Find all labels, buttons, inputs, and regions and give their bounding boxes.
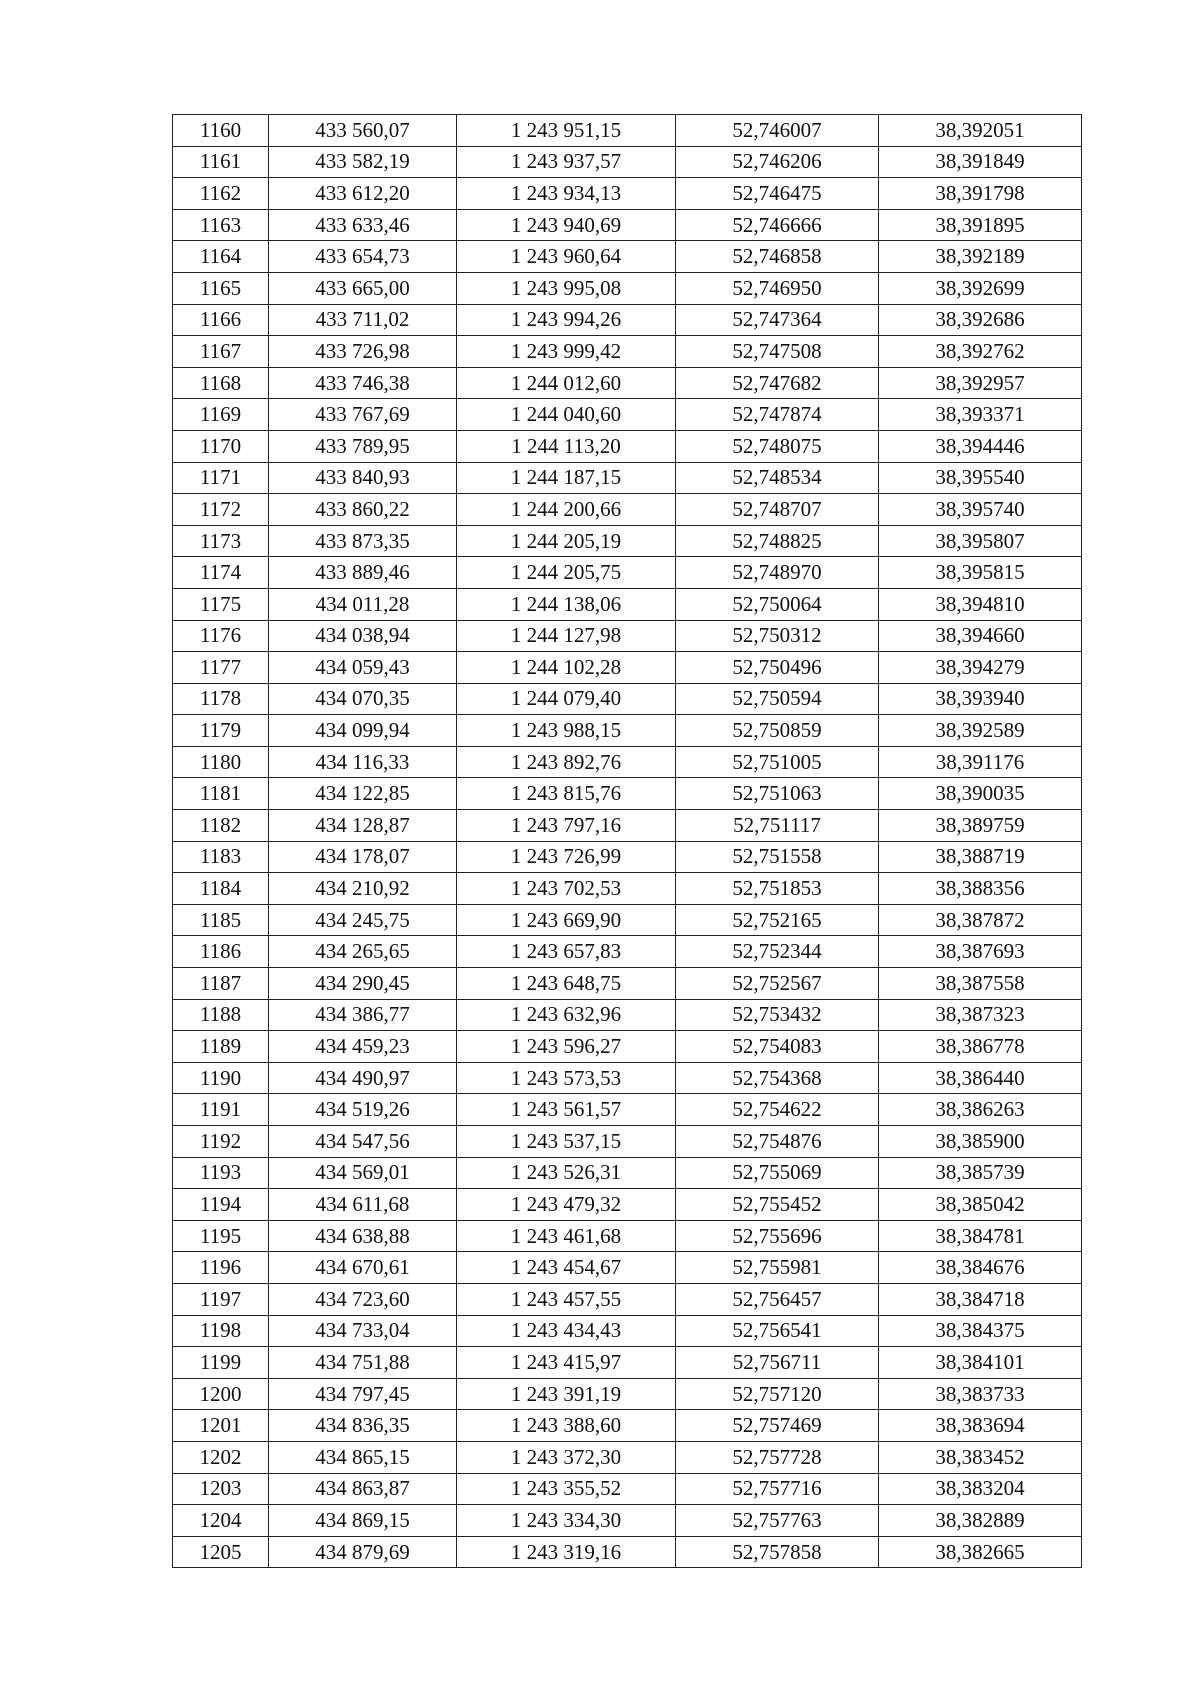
- point-number-cell: 1189: [173, 1031, 269, 1063]
- longitude-cell: 38,395540: [879, 462, 1082, 494]
- point-number-cell: 1163: [173, 209, 269, 241]
- y-coordinate-cell: 1 243 479,32: [457, 1189, 676, 1221]
- x-coordinate-cell: 434 611,68: [269, 1189, 457, 1221]
- y-coordinate-cell: 1 243 937,57: [457, 146, 676, 178]
- latitude-cell: 52,748970: [676, 557, 879, 589]
- point-number-cell: 1187: [173, 968, 269, 1000]
- y-coordinate-cell: 1 243 940,69: [457, 209, 676, 241]
- x-coordinate-cell: 433 746,38: [269, 367, 457, 399]
- point-number-cell: 1190: [173, 1062, 269, 1094]
- x-coordinate-cell: 434 290,45: [269, 968, 457, 1000]
- table-row: [173, 1441, 1082, 1473]
- point-number-cell: 1161: [173, 146, 269, 178]
- longitude-cell: 38,391895: [879, 209, 1082, 241]
- latitude-cell: 52,757120: [676, 1378, 879, 1410]
- table-row: [173, 841, 1082, 873]
- x-coordinate-cell: 433 560,07: [269, 115, 457, 147]
- x-coordinate-cell: 434 210,92: [269, 873, 457, 905]
- table-row: [173, 1062, 1082, 1094]
- latitude-cell: 52,752344: [676, 936, 879, 968]
- table-row: [173, 272, 1082, 304]
- x-coordinate-cell: 433 873,35: [269, 525, 457, 557]
- longitude-cell: 38,387872: [879, 904, 1082, 936]
- table-row: [173, 336, 1082, 368]
- latitude-cell: 52,750312: [676, 620, 879, 652]
- point-number-cell: 1170: [173, 430, 269, 462]
- latitude-cell: 52,756711: [676, 1347, 879, 1379]
- latitude-cell: 52,747364: [676, 304, 879, 336]
- y-coordinate-cell: 1 243 537,15: [457, 1126, 676, 1158]
- latitude-cell: 52,751558: [676, 841, 879, 873]
- latitude-cell: 52,747682: [676, 367, 879, 399]
- table-row: [173, 399, 1082, 431]
- latitude-cell: 52,756457: [676, 1283, 879, 1315]
- longitude-cell: 38,392189: [879, 241, 1082, 273]
- point-number-cell: 1173: [173, 525, 269, 557]
- longitude-cell: 38,394446: [879, 430, 1082, 462]
- x-coordinate-cell: 434 386,77: [269, 999, 457, 1031]
- longitude-cell: 38,392686: [879, 304, 1082, 336]
- point-number-cell: 1164: [173, 241, 269, 273]
- point-number-cell: 1201: [173, 1410, 269, 1442]
- latitude-cell: 52,754622: [676, 1094, 879, 1126]
- coordinates-table-body: [173, 115, 1082, 1568]
- latitude-cell: 52,754083: [676, 1031, 879, 1063]
- point-number-cell: 1160: [173, 115, 269, 147]
- y-coordinate-cell: 1 244 102,28: [457, 652, 676, 684]
- y-coordinate-cell: 1 243 434,43: [457, 1315, 676, 1347]
- y-coordinate-cell: 1 243 669,90: [457, 904, 676, 936]
- point-number-cell: 1202: [173, 1441, 269, 1473]
- y-coordinate-cell: 1 243 657,83: [457, 936, 676, 968]
- x-coordinate-cell: 434 879,69: [269, 1536, 457, 1568]
- longitude-cell: 38,392051: [879, 115, 1082, 147]
- x-coordinate-cell: 434 265,65: [269, 936, 457, 968]
- y-coordinate-cell: 1 243 415,97: [457, 1347, 676, 1379]
- x-coordinate-cell: 433 665,00: [269, 272, 457, 304]
- longitude-cell: 38,383694: [879, 1410, 1082, 1442]
- y-coordinate-cell: 1 243 526,31: [457, 1157, 676, 1189]
- longitude-cell: 38,382889: [879, 1505, 1082, 1537]
- x-coordinate-cell: 434 869,15: [269, 1505, 457, 1537]
- y-coordinate-cell: 1 243 372,30: [457, 1441, 676, 1473]
- point-number-cell: 1199: [173, 1347, 269, 1379]
- longitude-cell: 38,391798: [879, 178, 1082, 210]
- latitude-cell: 52,748075: [676, 430, 879, 462]
- table-row: [173, 115, 1082, 147]
- y-coordinate-cell: 1 243 988,15: [457, 715, 676, 747]
- x-coordinate-cell: 433 767,69: [269, 399, 457, 431]
- longitude-cell: 38,383733: [879, 1378, 1082, 1410]
- point-number-cell: 1195: [173, 1220, 269, 1252]
- table-row: [173, 209, 1082, 241]
- y-coordinate-cell: 1 243 319,16: [457, 1536, 676, 1568]
- table-row: [173, 304, 1082, 336]
- latitude-cell: 52,748825: [676, 525, 879, 557]
- y-coordinate-cell: 1 243 726,99: [457, 841, 676, 873]
- table-row: [173, 746, 1082, 778]
- longitude-cell: 38,384781: [879, 1220, 1082, 1252]
- latitude-cell: 52,747508: [676, 336, 879, 368]
- latitude-cell: 52,746475: [676, 178, 879, 210]
- x-coordinate-cell: 433 633,46: [269, 209, 457, 241]
- latitude-cell: 52,751005: [676, 746, 879, 778]
- x-coordinate-cell: 433 789,95: [269, 430, 457, 462]
- longitude-cell: 38,391849: [879, 146, 1082, 178]
- point-number-cell: 1185: [173, 904, 269, 936]
- latitude-cell: 52,752165: [676, 904, 879, 936]
- latitude-cell: 52,746666: [676, 209, 879, 241]
- point-number-cell: 1200: [173, 1378, 269, 1410]
- table-row: [173, 1315, 1082, 1347]
- y-coordinate-cell: 1 243 334,30: [457, 1505, 676, 1537]
- table-row: [173, 494, 1082, 526]
- longitude-cell: 38,395815: [879, 557, 1082, 589]
- longitude-cell: 38,393371: [879, 399, 1082, 431]
- y-coordinate-cell: 1 243 797,16: [457, 810, 676, 842]
- y-coordinate-cell: 1 244 205,19: [457, 525, 676, 557]
- latitude-cell: 52,757858: [676, 1536, 879, 1568]
- latitude-cell: 52,755452: [676, 1189, 879, 1221]
- y-coordinate-cell: 1 244 187,15: [457, 462, 676, 494]
- table-row: [173, 1536, 1082, 1568]
- x-coordinate-cell: 434 723,60: [269, 1283, 457, 1315]
- longitude-cell: 38,387558: [879, 968, 1082, 1000]
- x-coordinate-cell: 434 459,23: [269, 1031, 457, 1063]
- longitude-cell: 38,392589: [879, 715, 1082, 747]
- y-coordinate-cell: 1 244 205,75: [457, 557, 676, 589]
- longitude-cell: 38,383452: [879, 1441, 1082, 1473]
- point-number-cell: 1180: [173, 746, 269, 778]
- point-number-cell: 1167: [173, 336, 269, 368]
- x-coordinate-cell: 434 070,35: [269, 683, 457, 715]
- y-coordinate-cell: 1 244 113,20: [457, 430, 676, 462]
- latitude-cell: 52,747874: [676, 399, 879, 431]
- longitude-cell: 38,387693: [879, 936, 1082, 968]
- longitude-cell: 38,393940: [879, 683, 1082, 715]
- table-row: [173, 557, 1082, 589]
- latitude-cell: 52,746206: [676, 146, 879, 178]
- table-row: [173, 525, 1082, 557]
- y-coordinate-cell: 1 243 388,60: [457, 1410, 676, 1442]
- table-row: [173, 652, 1082, 684]
- point-number-cell: 1192: [173, 1126, 269, 1158]
- y-coordinate-cell: 1 244 079,40: [457, 683, 676, 715]
- table-row: [173, 620, 1082, 652]
- point-number-cell: 1191: [173, 1094, 269, 1126]
- latitude-cell: 52,751117: [676, 810, 879, 842]
- y-coordinate-cell: 1 243 596,27: [457, 1031, 676, 1063]
- table-row: [173, 1031, 1082, 1063]
- coordinates-table: [172, 114, 1082, 1568]
- y-coordinate-cell: 1 243 960,64: [457, 241, 676, 273]
- latitude-cell: 52,755981: [676, 1252, 879, 1284]
- table-row: [173, 1220, 1082, 1252]
- point-number-cell: 1162: [173, 178, 269, 210]
- table-row: [173, 1126, 1082, 1158]
- point-number-cell: 1171: [173, 462, 269, 494]
- latitude-cell: 52,751853: [676, 873, 879, 905]
- point-number-cell: 1197: [173, 1283, 269, 1315]
- x-coordinate-cell: 434 178,07: [269, 841, 457, 873]
- longitude-cell: 38,391176: [879, 746, 1082, 778]
- longitude-cell: 38,384375: [879, 1315, 1082, 1347]
- table-row: [173, 999, 1082, 1031]
- table-row: [173, 430, 1082, 462]
- x-coordinate-cell: 434 670,61: [269, 1252, 457, 1284]
- x-coordinate-cell: 433 860,22: [269, 494, 457, 526]
- point-number-cell: 1198: [173, 1315, 269, 1347]
- x-coordinate-cell: 434 099,94: [269, 715, 457, 747]
- longitude-cell: 38,383204: [879, 1473, 1082, 1505]
- y-coordinate-cell: 1 243 999,42: [457, 336, 676, 368]
- y-coordinate-cell: 1 243 892,76: [457, 746, 676, 778]
- x-coordinate-cell: 434 128,87: [269, 810, 457, 842]
- table-row: [173, 588, 1082, 620]
- longitude-cell: 38,385900: [879, 1126, 1082, 1158]
- point-number-cell: 1175: [173, 588, 269, 620]
- point-number-cell: 1166: [173, 304, 269, 336]
- y-coordinate-cell: 1 244 127,98: [457, 620, 676, 652]
- x-coordinate-cell: 434 865,15: [269, 1441, 457, 1473]
- point-number-cell: 1181: [173, 778, 269, 810]
- table-row: [173, 715, 1082, 747]
- latitude-cell: 52,750859: [676, 715, 879, 747]
- x-coordinate-cell: 433 889,46: [269, 557, 457, 589]
- y-coordinate-cell: 1 243 995,08: [457, 272, 676, 304]
- longitude-cell: 38,390035: [879, 778, 1082, 810]
- y-coordinate-cell: 1 243 355,52: [457, 1473, 676, 1505]
- table-row: [173, 1505, 1082, 1537]
- point-number-cell: 1165: [173, 272, 269, 304]
- latitude-cell: 52,746950: [676, 272, 879, 304]
- point-number-cell: 1176: [173, 620, 269, 652]
- point-number-cell: 1178: [173, 683, 269, 715]
- point-number-cell: 1194: [173, 1189, 269, 1221]
- point-number-cell: 1204: [173, 1505, 269, 1537]
- table-row: [173, 1410, 1082, 1442]
- longitude-cell: 38,386440: [879, 1062, 1082, 1094]
- latitude-cell: 52,748534: [676, 462, 879, 494]
- latitude-cell: 52,750496: [676, 652, 879, 684]
- x-coordinate-cell: 434 122,85: [269, 778, 457, 810]
- longitude-cell: 38,395807: [879, 525, 1082, 557]
- x-coordinate-cell: 434 569,01: [269, 1157, 457, 1189]
- x-coordinate-cell: 433 711,02: [269, 304, 457, 336]
- latitude-cell: 52,752567: [676, 968, 879, 1000]
- longitude-cell: 38,389759: [879, 810, 1082, 842]
- longitude-cell: 38,392699: [879, 272, 1082, 304]
- table-row: [173, 810, 1082, 842]
- y-coordinate-cell: 1 243 702,53: [457, 873, 676, 905]
- point-number-cell: 1188: [173, 999, 269, 1031]
- point-number-cell: 1183: [173, 841, 269, 873]
- x-coordinate-cell: 433 612,20: [269, 178, 457, 210]
- x-coordinate-cell: 434 490,97: [269, 1062, 457, 1094]
- y-coordinate-cell: 1 244 040,60: [457, 399, 676, 431]
- x-coordinate-cell: 433 654,73: [269, 241, 457, 273]
- x-coordinate-cell: 434 011,28: [269, 588, 457, 620]
- longitude-cell: 38,395740: [879, 494, 1082, 526]
- table-row: [173, 1378, 1082, 1410]
- y-coordinate-cell: 1 243 648,75: [457, 968, 676, 1000]
- latitude-cell: 52,756541: [676, 1315, 879, 1347]
- longitude-cell: 38,392957: [879, 367, 1082, 399]
- y-coordinate-cell: 1 243 561,57: [457, 1094, 676, 1126]
- table-row: [173, 1283, 1082, 1315]
- longitude-cell: 38,392762: [879, 336, 1082, 368]
- y-coordinate-cell: 1 243 454,67: [457, 1252, 676, 1284]
- latitude-cell: 52,755696: [676, 1220, 879, 1252]
- x-coordinate-cell: 434 797,45: [269, 1378, 457, 1410]
- longitude-cell: 38,384676: [879, 1252, 1082, 1284]
- point-number-cell: 1172: [173, 494, 269, 526]
- x-coordinate-cell: 434 547,56: [269, 1126, 457, 1158]
- latitude-cell: 52,757728: [676, 1441, 879, 1473]
- latitude-cell: 52,754876: [676, 1126, 879, 1158]
- point-number-cell: 1193: [173, 1157, 269, 1189]
- x-coordinate-cell: 434 836,35: [269, 1410, 457, 1442]
- x-coordinate-cell: 433 840,93: [269, 462, 457, 494]
- longitude-cell: 38,394660: [879, 620, 1082, 652]
- latitude-cell: 52,757763: [676, 1505, 879, 1537]
- longitude-cell: 38,386263: [879, 1094, 1082, 1126]
- table-row: [173, 241, 1082, 273]
- table-row: [173, 178, 1082, 210]
- latitude-cell: 52,754368: [676, 1062, 879, 1094]
- latitude-cell: 52,750594: [676, 683, 879, 715]
- y-coordinate-cell: 1 243 632,96: [457, 999, 676, 1031]
- latitude-cell: 52,757469: [676, 1410, 879, 1442]
- x-coordinate-cell: 434 038,94: [269, 620, 457, 652]
- point-number-cell: 1174: [173, 557, 269, 589]
- y-coordinate-cell: 1 243 934,13: [457, 178, 676, 210]
- point-number-cell: 1169: [173, 399, 269, 431]
- x-coordinate-cell: 434 733,04: [269, 1315, 457, 1347]
- y-coordinate-cell: 1 243 951,15: [457, 115, 676, 147]
- table-row: [173, 904, 1082, 936]
- table-row: [173, 462, 1082, 494]
- y-coordinate-cell: 1 243 457,55: [457, 1283, 676, 1315]
- latitude-cell: 52,746858: [676, 241, 879, 273]
- point-number-cell: 1184: [173, 873, 269, 905]
- table-row: [173, 1094, 1082, 1126]
- point-number-cell: 1179: [173, 715, 269, 747]
- table-row: [173, 778, 1082, 810]
- point-number-cell: 1196: [173, 1252, 269, 1284]
- longitude-cell: 38,394279: [879, 652, 1082, 684]
- y-coordinate-cell: 1 243 391,19: [457, 1378, 676, 1410]
- point-number-cell: 1182: [173, 810, 269, 842]
- y-coordinate-cell: 1 243 994,26: [457, 304, 676, 336]
- table-row: [173, 367, 1082, 399]
- longitude-cell: 38,388719: [879, 841, 1082, 873]
- longitude-cell: 38,394810: [879, 588, 1082, 620]
- table-row: [173, 936, 1082, 968]
- longitude-cell: 38,387323: [879, 999, 1082, 1031]
- longitude-cell: 38,388356: [879, 873, 1082, 905]
- latitude-cell: 52,746007: [676, 115, 879, 147]
- longitude-cell: 38,384718: [879, 1283, 1082, 1315]
- x-coordinate-cell: 434 863,87: [269, 1473, 457, 1505]
- latitude-cell: 52,753432: [676, 999, 879, 1031]
- longitude-cell: 38,382665: [879, 1536, 1082, 1568]
- table-row: [173, 968, 1082, 1000]
- y-coordinate-cell: 1 243 573,53: [457, 1062, 676, 1094]
- x-coordinate-cell: 434 245,75: [269, 904, 457, 936]
- point-number-cell: 1203: [173, 1473, 269, 1505]
- latitude-cell: 52,750064: [676, 588, 879, 620]
- table-row: [173, 1189, 1082, 1221]
- y-coordinate-cell: 1 244 012,60: [457, 367, 676, 399]
- x-coordinate-cell: 434 116,33: [269, 746, 457, 778]
- point-number-cell: 1205: [173, 1536, 269, 1568]
- table-row: [173, 683, 1082, 715]
- point-number-cell: 1168: [173, 367, 269, 399]
- x-coordinate-cell: 434 059,43: [269, 652, 457, 684]
- longitude-cell: 38,384101: [879, 1347, 1082, 1379]
- table-row: [173, 1252, 1082, 1284]
- x-coordinate-cell: 434 519,26: [269, 1094, 457, 1126]
- table-row: [173, 146, 1082, 178]
- longitude-cell: 38,385042: [879, 1189, 1082, 1221]
- longitude-cell: 38,386778: [879, 1031, 1082, 1063]
- table-row: [173, 873, 1082, 905]
- x-coordinate-cell: 434 638,88: [269, 1220, 457, 1252]
- latitude-cell: 52,757716: [676, 1473, 879, 1505]
- x-coordinate-cell: 433 726,98: [269, 336, 457, 368]
- x-coordinate-cell: 433 582,19: [269, 146, 457, 178]
- y-coordinate-cell: 1 244 200,66: [457, 494, 676, 526]
- y-coordinate-cell: 1 244 138,06: [457, 588, 676, 620]
- y-coordinate-cell: 1 243 815,76: [457, 778, 676, 810]
- latitude-cell: 52,751063: [676, 778, 879, 810]
- point-number-cell: 1186: [173, 936, 269, 968]
- latitude-cell: 52,748707: [676, 494, 879, 526]
- point-number-cell: 1177: [173, 652, 269, 684]
- y-coordinate-cell: 1 243 461,68: [457, 1220, 676, 1252]
- table-row: [173, 1347, 1082, 1379]
- latitude-cell: 52,755069: [676, 1157, 879, 1189]
- table-row: [173, 1157, 1082, 1189]
- table-row: [173, 1473, 1082, 1505]
- longitude-cell: 38,385739: [879, 1157, 1082, 1189]
- x-coordinate-cell: 434 751,88: [269, 1347, 457, 1379]
